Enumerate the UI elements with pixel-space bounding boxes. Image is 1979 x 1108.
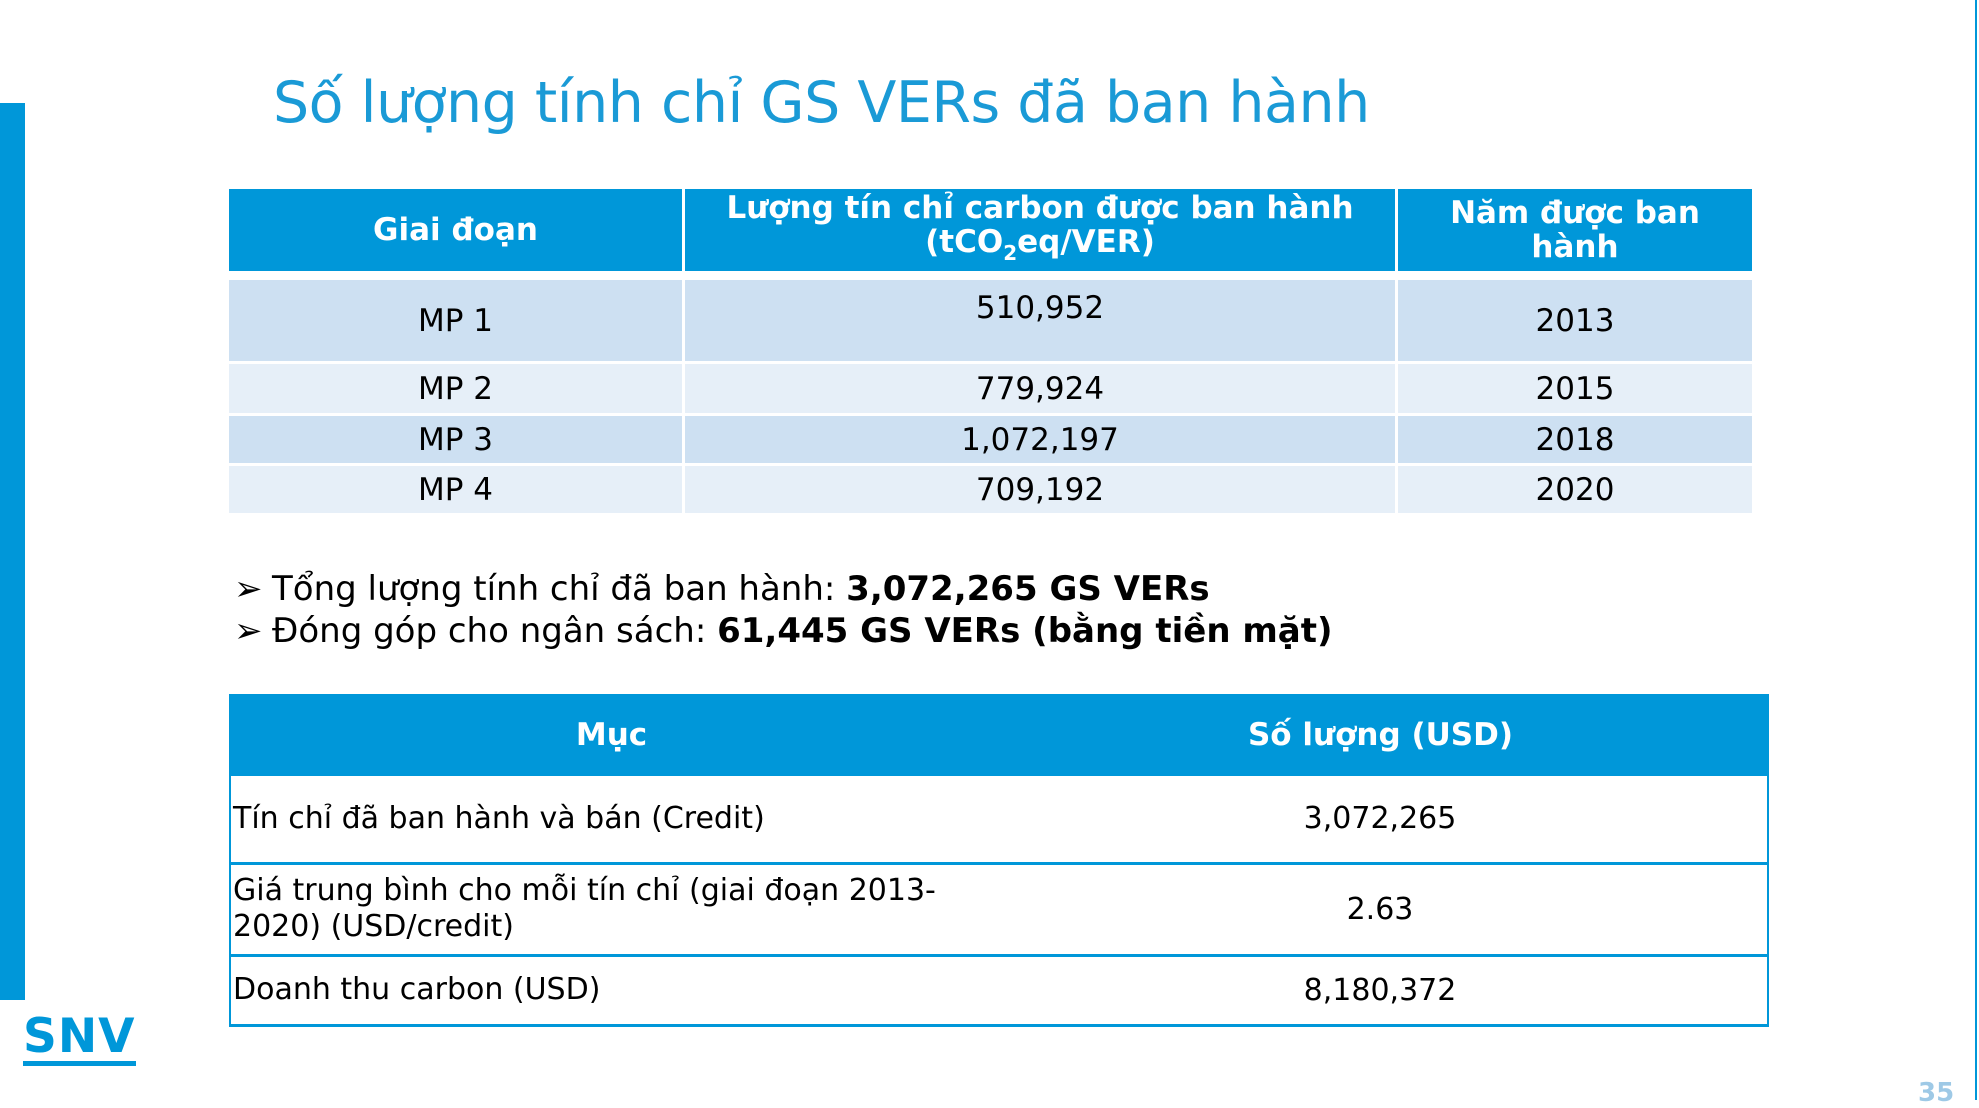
table-row [229, 361, 1752, 413]
item-line2: 2020) (USD/credit) [233, 909, 514, 944]
year-cell: 2018 [1398, 413, 1752, 463]
header-amount [685, 189, 1398, 271]
header-amount-post: eq/VER) [1017, 223, 1155, 260]
table-row [230, 863, 1768, 955]
issuance-table-header [229, 189, 1752, 271]
bullet-value: 3,072,265 GS VERs [846, 569, 1210, 609]
amount-cell: 510,952 [685, 277, 1398, 361]
year-cell: 2015 [1398, 361, 1752, 413]
header-amount-pre: (tCO [925, 223, 1004, 260]
revenue-table-header [230, 694, 1768, 776]
summary-bullets [234, 568, 1333, 652]
year-cell: 2013 [1398, 277, 1752, 361]
bullet-text: Đóng góp cho ngân sách: [272, 611, 718, 651]
table-row [230, 776, 1768, 863]
table-row [229, 413, 1752, 463]
right-accent-line [1975, 0, 1977, 1100]
phase-cell: MP 1 [229, 277, 685, 361]
amount-cell: 779,924 [685, 361, 1398, 413]
phase-cell: MP 4 [229, 463, 685, 513]
item-cell: Tín chỉ đã ban hành và bán (Credit) [230, 776, 993, 863]
revenue-table [229, 694, 1769, 1027]
item-line1: Giá trung bình cho mỗi tín chỉ (giai đoạn 2013- [233, 873, 936, 908]
header-amount-line1: Lượng tín chỉ carbon được ban hành [726, 189, 1354, 226]
bullet-budget-contribution [234, 610, 1333, 652]
year-cell: 2020 [1398, 463, 1752, 513]
item-cell [230, 863, 993, 955]
arrow-bullet-icon: ➢ [234, 611, 263, 651]
arrow-bullet-icon: ➢ [234, 569, 263, 609]
header-phase: Giai đoạn [229, 189, 685, 271]
snv-logo: SNV [23, 1009, 136, 1064]
header-year: Năm được ban hành [1398, 189, 1752, 271]
item-cell: Doanh thu carbon (USD) [230, 955, 993, 1025]
bullet-total-issued [234, 568, 1333, 610]
page-number: 35 [1918, 1078, 1955, 1108]
bullet-text: Tổng lượng tính chỉ đã ban hành: [272, 569, 847, 609]
bullet-value: 61,445 GS VERs (bằng tiền mặt) [717, 611, 1333, 651]
header-value: Số lượng (USD) [993, 694, 1768, 776]
amount-cell: 1,072,197 [685, 413, 1398, 463]
phase-cell: MP 3 [229, 413, 685, 463]
table-row [229, 463, 1752, 513]
left-accent-bar [0, 103, 25, 1000]
amount-cell: 709,192 [685, 463, 1398, 513]
issuance-table [229, 189, 1752, 513]
header-item: Mục [230, 694, 993, 776]
slide-title: Số lượng tính chỉ GS VERs đã ban hành [273, 70, 1370, 136]
table-row [229, 277, 1752, 361]
value-cell: 2.63 [993, 863, 1768, 955]
value-cell: 3,072,265 [993, 776, 1768, 863]
header-amount-sub: 2 [1003, 240, 1018, 265]
value-cell: 8,180,372 [993, 955, 1768, 1025]
phase-cell: MP 2 [229, 361, 685, 413]
table-row [230, 955, 1768, 1025]
